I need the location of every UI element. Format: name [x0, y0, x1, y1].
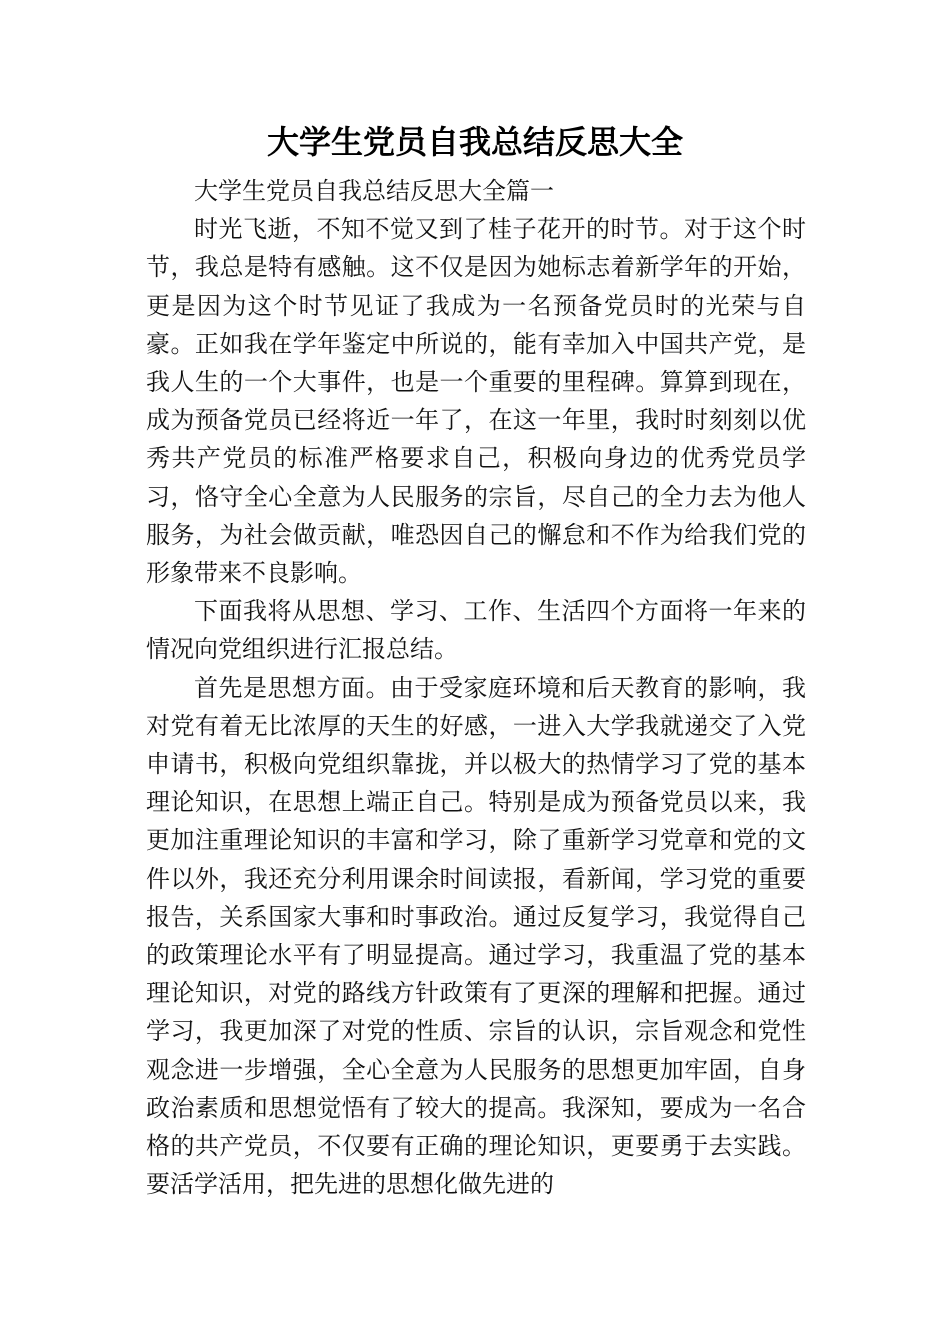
section-heading: 大学生党员自我总结反思大全篇一 — [194, 177, 554, 205]
paragraph: 时光飞逝，不知不觉又到了桂子花开的时节。对于这个时节，我总是特有感触。这不仅是因为她标志着新学年的开始，更是因为这个时节见证了我成为一名预备党员时的光荣与自豪。正如我在学年鉴定中所说的，能有幸加入中国共产党，是我人生的一个大事件，也是一个重要的里程碑。算算到现在，成为预备党员已经将近一年了，在这一年里，我时时刻刻以优秀共产党员的标准严格要求自己，积极向身边的优秀党员学习，恪守全心全意为人民服务的宗旨，尽自己的全力去为他人服务，为社会做贡献，唯恐因自己的懈怠和不作为给我们党的形象带来不良影响。 — [146, 215, 806, 588]
paragraph: 首先是思想方面。由于受家庭环境和后天教育的影响，我对党有着无比浓厚的天生的好感，一进入大学我就递交了入党申请书，积极向党组织靠拢，并以极大的热情学习了党的基本理论知识，在思想上端正自己。特别是成为预备党员以来，我更加注重理论知识的丰富和学习，除了重新学习党章和党的文件以外，我还充分利用课余时间读报，看新闻，学习党的重要报告，关系国家大事和时事政治。通过反复学习，我觉得自己的政策理论水平有了明显提高。通过学习，我重温了党的基本理论知识，对党的路线方针政策有了更深的理解和把握。通过学习，我更加深了对党的性质、宗旨的认识，宗旨观念和党性观念进一步增强，全心全意为人民服务的思想更加牢固，自身政治素质和思想觉悟有了较大的提高。我深知，要成为一名合格的共产党员，不仅要有正确的理论知识，更要勇于去实践。要活学活用，把先进的思想化做先进的 — [146, 673, 806, 1199]
document-title: 大学生党员自我总结反思大全 — [266, 123, 683, 161]
paragraph: 下面我将从思想、学习、工作、生活四个方面将一年来的情况向党组织进行汇报总结。 — [146, 597, 806, 664]
document-body — [146, 172, 806, 1203]
